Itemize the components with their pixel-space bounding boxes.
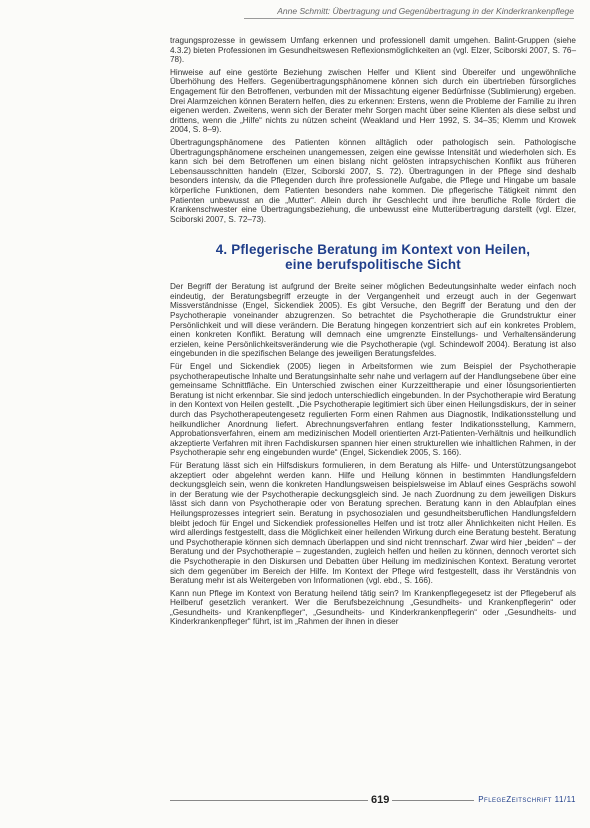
page-footer [170,794,576,808]
paragraph: Hinweise auf eine gestörte Beziehung zwischen Helfer und Klient sind Übereifer und ungewöhnliche Überhöhung des Helfers. Gegenübertragungsphänomene können sich durch ein übertrieben fürsorgliches Engagement für den Betroffenen, verbunden mit der Missachtung eigener Bedürfnisse (Sublimierung) ergeben. Drei Alarmzeichen können Beratern helfen, dies zu erkennen: Erstens, wenn die Probleme der Familie zu ihren eigenen werden. Zweitens, wenn sich der Berater mehr Sorgen macht über seine Klienten als diese selbst und drittens, wenn die „Hilfe“ nichts zu nützen scheint (Weakland und Herr 1992, S. 34–35; Klemm und Krowek 2004, S. 8–9). [170,67,576,135]
paragraph: Kann nun Pflege im Kontext von Beratung heilend tätig sein? Im Krankenpflegegesetz ist der Pflegeberuf als Heilberuf gesetzlich verankert. Wer die Berufsbezeichnung „Gesundheits- und Krankenpflegerin“ oder „Gesundheits- und Krankenpfleger“, „Gesundheits- und Kinderkrankenpflegerin“ oder „Gesundheits- und Kinderkrankenpfleger“ führt, ist im „Rahmen der ihnen in dieser [170,588,576,627]
section-heading [170,242,576,272]
page-number: 619 [368,794,392,806]
journal-title: PflegeZeitschrift 11/11 [474,795,576,804]
running-header: Anne Schmitt: Übertragung und Gegenübertragung in der Kinderkrankenpflege [244,6,574,19]
section-heading-line-1: 4. Pflegerische Beratung im Kontext von Heilen, [215,242,531,258]
paragraph: tragungsprozesse in gewissem Umfang erkennen und professionell damit umgehen. Balint-Gruppen (siehe 4.3.2) bieten Professionen im Gesundheitswesen Reflexionsmöglichkeiten an (vgl. Elzer, Sciborski 2007, S. 76–78). [170,36,576,65]
paragraph: Für Beratung lässt sich ein Hilfsdiskurs formulieren, in dem Beratung als Hilfe- und Unterstützungsangebot akzeptiert oder abgelehnt werden kann. Hilfe und Heilung können in bestimmten Handlungsfeldern deckungsgleich sein, wenn die konkreten Handlungsweisen beispielsweise im Ablauf eines Gesprächs sowohl in der Beratung wie der Psychotherapie deckungsgleich sind. Je nach Zuordnung zu dem jeweiligen Diskurs lässt sich dann von Psychotherapie oder von Beratung sprechen. Beratung kann in den Ablaufplan eines Heilungsprozesses integriert sein. Beratung in psychosozialen und gesundheitsberuflichen Handlungsfeldern bleibt jedoch für Engel und Sickendiek professionelles Helfen und ist trotz aller Ähnlichkeiten nicht Heilen. Es wird allerdings festgestellt, dass die Möglichkeit einer heilenden Wirkung durch eine Beratung besteht. Beratung und Psychotherapie können sich demnach überlappen und sind nicht trennscharf. Zwar wird hier „beiden“ – der Beratung und der Psychotherapie – zugestanden, zugleich helfen und heilen zu können, dennoch verortet sich die Psychotherapie in den Diskursen und Debatten über Heilung im medizinischen Kontext. Beratung verortet sich dem gegenüber im Bereich der Hilfe. Im Kontext der Pflege wird festgestellt, dass ihr Verständnis von Beratung mehr ist als Weitergeben von Informationen (vgl. ebd., S. 166). [170,460,576,586]
section-heading-line-2: eine berufspolitische Sicht [285,257,461,273]
paragraph: Übertragungsphänomene des Patienten können alltäglich oder pathologisch sein. Pathologische Übertragungsphänomene erscheinen unangemessen, zeigen eine gewisse Intensität und wiederholen sich. Es kann sich bei dem Betroffenen um einen bislang nicht gelösten intrapsychischen Konflikt aus früheren Lebensausschnitten handeln (Elzer, Sciborski 2007, S. 72). Übertragungen in der Pflege sind deshalb besonders intensiv, da die Pflegenden durch ihre professionelle Aufgabe, die Pflege und Hingabe um basale körperliche Funktionen, dem Patienten besonders nahe kommen. Die pflegerische Tätigkeit nimmt den Patienten unbewusst an die „Mutter“. Allein durch ihr Geschlecht und ihre berufliche Rolle fördert die Krankenschwester eine Übertragungsbeziehung, die unbewusst eine Mutterübertragung darstellt (vgl. Elzer, Sciborski 2007, S. 72–73). [170,137,576,224]
paragraph: Für Engel und Sickendiek (2005) liegen in Arbeitsformen wie zum Beispiel der Psychotherapie psychotherapeutische Inhalte und Beratungsinhalte sehr nahe und verlagern auf der Handlungsebene über eine gemeinsame Schnittfläche. Ein Unterschied zwischen einer Kurzzeittherapie und einer lösungsorientierten Beratung ist nicht erkennbar. Sie sind jedoch unterschiedlich eingebunden. In der Psychotherapie wird Beratung in den Kontext von Heilen gestellt. „Die Psychotherapie legitimiert sich über einen Heilungsdiskurs, der in seiner durch das Psychotherapeutengesetz regulierten Form einen Rahmen aus Diagnostik, Indikationsstellung und heilkundlicher Anordnung liefert. Abrechnungsverfahren entlang fester Indikationsstellung, Kammern, Approbationsverfahren, einem am medizinischen Modell orientierten Arzt-Patienten-Verhältnis und heilkundlich akzeptierte Verfahren mit ihren Fachdiskursen spannen hier einen strukturellen wie inhaltlichen Rahmen, in der Psychotherapie sehr eng eingebunden wurde“ (Engel, Sickendiek 2005, S. 166). [170,362,576,458]
paragraph: Der Begriff der Beratung ist aufgrund der Breite seiner möglichen Bedeutungsinhalte weder einfach noch eindeutig, der Beratungsbegriff erzeugte in der Vergangenheit und erzeugt auch in der Gegenwart Missverständnisse (Engel, Sickendiek 2005). Es gibt Versuche, den Begriff der Beratung und den der Psychotherapie voneinander abzugrenzen. So betrachtet die Psychotherapie die Grundstruktur einer Persönlichkeit und will diese verändern. Die Beratung hingegen konzentriert sich auf ein konkretes Problem, einen konkreten Konflikt. Beratung will demnach eine umgrenzte Einstellungs- und Verhaltensänderung erzielen, keine Persönlichkeitsveränderung wie die Psychotherapie (vgl. Schindewolf 2004). Beratung ist also eingebunden in die spezifischen Belange des jeweiligen Beratungsfeldes. [170,282,576,359]
article-body [170,36,576,630]
